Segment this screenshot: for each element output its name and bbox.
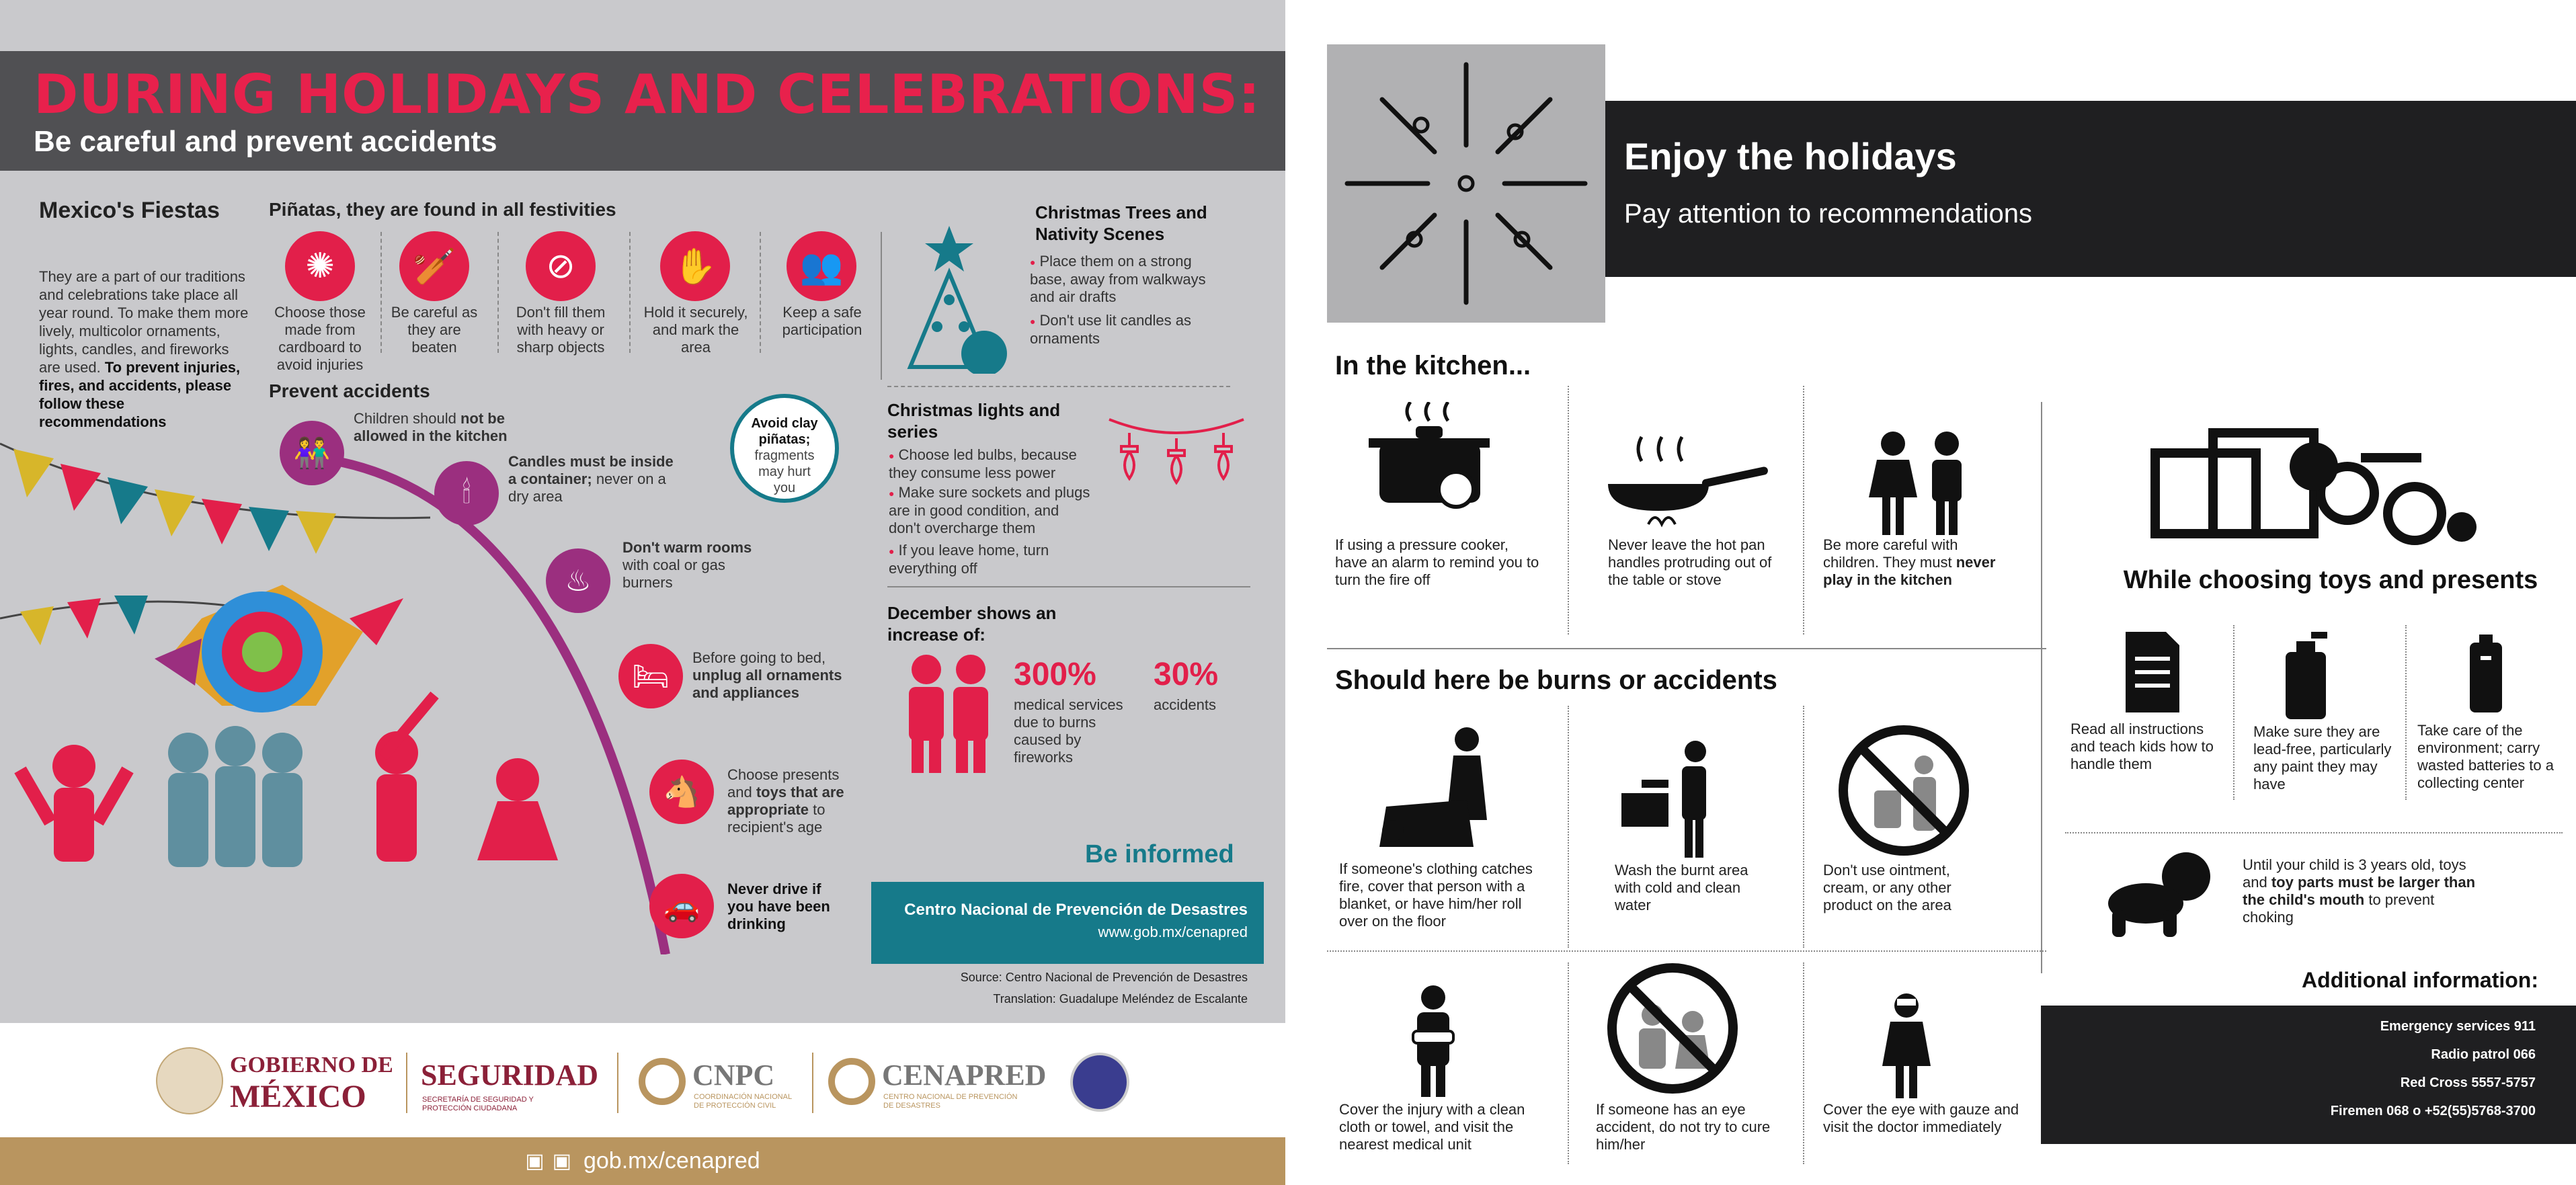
- december-title: December shows an increase of:: [887, 603, 1057, 645]
- divider: [1568, 963, 1569, 1164]
- toys-icon: [2146, 413, 2482, 547]
- info-title: Additional information:: [2302, 968, 2538, 992]
- divider: [887, 586, 1250, 587]
- pinata-tip-4: Hold it securely, and mark the area: [643, 304, 748, 356]
- divider: [1327, 648, 2046, 649]
- pinatas-title: Piñatas, they are found in all festivities: [269, 199, 616, 220]
- prevent-item-3: Don't warm rooms with coal or gas burners: [622, 539, 752, 591]
- battery-icon: [2466, 632, 2506, 712]
- logos-bar: GOBIERNO DE MÉXICO SEGURIDAD SECRETARÍA DE SEGURIDAD Y PROTECCIÓN CIUDADANA CNPC COORDINACIÓN NACIONAL DE PROTECCIÓN CIVIL CENAPRED CENTRO NACIONAL DE PREVENCIÓN DE DESASTRES: [0, 1023, 1285, 1137]
- prevent-item-6: Never drive if you have been drinking: [727, 881, 830, 932]
- divider: [1568, 706, 1569, 948]
- mexico-seal-icon: [156, 1047, 223, 1114]
- toys-title: While choosing toys and presents: [2123, 566, 2538, 594]
- divider: [1803, 706, 1804, 948]
- stat-300: 300%: [1014, 657, 1096, 692]
- kitchen-tip-3: Be more careful with children. They must never play in the kitchen: [1823, 536, 1996, 588]
- cenapred-seal-icon: [828, 1058, 875, 1105]
- no-ointment-icon: [1837, 723, 1971, 858]
- info-line-emergency: Emergency services 911: [2380, 1019, 2536, 1034]
- hold-secure-icon: ✋: [660, 231, 730, 301]
- info-line-red-cross: Red Cross 5557-5757: [2400, 1075, 2536, 1090]
- informed-box: Centro Nacional de Prevención de Desastres www.gob.mx/cenapred: [871, 882, 1264, 964]
- injured-people-icon: [898, 653, 999, 774]
- divider: [2041, 402, 2042, 973]
- info-line-firemen: Firemen 068 o +52(55)5768-3700: [2330, 1104, 2536, 1118]
- children-icon: 👫: [280, 421, 344, 485]
- lights-bullet-2: ● Make sure sockets and plugs are in good condition, and don't overcharge them: [889, 484, 1090, 537]
- divider: [1803, 386, 1804, 635]
- kitchen-tip-1: If using a pressure cooker, have an alarm to remind you to turn the fire off: [1335, 536, 1539, 588]
- lights-bullet-1: ● Choose led bulbs, because they consume less power: [889, 446, 1090, 482]
- translation-note: Translation: Guadalupe Meléndez de Escalante: [993, 992, 1248, 1006]
- cover-injury-icon: [1393, 984, 1474, 1098]
- no-eye-cure-icon: [1605, 961, 1740, 1096]
- facebook-icon[interactable]: ▣: [525, 1150, 545, 1172]
- no-drunk-driving-icon: 🚗: [649, 874, 714, 938]
- cenapred-logo: CENAPRED: [882, 1059, 1047, 1092]
- divider: [812, 1053, 813, 1113]
- lights-bullet-3: ● If you leave home, turn everything off: [889, 542, 1090, 577]
- cover-person-blanket-icon: [1373, 726, 1494, 854]
- divider: [760, 232, 761, 353]
- instructions-icon: [2119, 632, 2186, 712]
- prevent-item-2: Candles must be inside a container; never on a dry area: [508, 453, 674, 505]
- pinata-tip-2: Be careful as they are beaten: [391, 304, 478, 356]
- fiestas-body: They are a part of our traditions and celebrations take place all year round. To make them more lively, multicolor ornaments, lights, candles, and fireworks are used. To prevent injuries, fires, and accidents, please follow these recommendations: [39, 268, 249, 430]
- stick-person-icon: 🏏: [399, 231, 469, 301]
- burns-tip-1: If someone's clothing catches fire, cover that person with a blanket, or have him/her roll over on the floor: [1339, 860, 1533, 930]
- wash-burn-icon: [1615, 739, 1722, 860]
- kitchen-title: In the kitchen...: [1335, 351, 1531, 380]
- stove-icon: ♨: [546, 548, 610, 613]
- burns-title: Should here be burns or accidents: [1335, 665, 1777, 695]
- divider: [617, 1053, 618, 1113]
- burns-tip-4: Cover the injury with a clean cloth or towel, and visit the nearest medical unit: [1339, 1101, 1525, 1153]
- toys-tip-3: Take care of the environment; carry wasted batteries to a collecting center: [2417, 722, 2554, 791]
- burns-tip-2: Wash the burnt area with cold and clean water: [1615, 862, 1748, 913]
- right-subtitle: Pay attention to recommendations: [1624, 199, 2033, 229]
- prevent-title: Prevent accidents: [269, 380, 430, 401]
- trees-bullet-1: ● Place them on a strong base, away from walkways and air drafts: [1030, 253, 1232, 306]
- divider: [1568, 386, 1569, 635]
- kitchen-tip-2: Never leave the hot pan handles protruding out of the table or stove: [1608, 536, 1772, 588]
- source-note: Source: Centro Nacional de Prevención de Desastres: [960, 971, 1248, 984]
- christmas-lights-icon: [1102, 406, 1250, 493]
- burns-tip-5: If someone has an eye accident, do not try to cure him/her: [1596, 1101, 1771, 1153]
- be-informed-title: Be informed: [1085, 840, 1234, 868]
- left-header-banner: [0, 51, 1285, 171]
- info-box: [2041, 1006, 2576, 1144]
- burns-tip-6: Cover the eye with gauze and visit the doctor immediately: [1823, 1101, 2019, 1135]
- right-title: Enjoy the holidays: [1624, 135, 1957, 177]
- fiestas-title: Mexico's Fiestas: [39, 198, 220, 223]
- divider: [406, 1053, 407, 1113]
- divider: [497, 232, 499, 353]
- left-panel: [0, 0, 1285, 1185]
- trees-bullet-2: ● Don't use lit candles as ornaments: [1030, 312, 1232, 348]
- cenapred-link[interactable]: www.gob.mx/cenapred: [1098, 924, 1248, 940]
- civil-protection-seal-icon: [1070, 1053, 1129, 1112]
- seguridad-logo: SEGURIDAD: [421, 1059, 599, 1092]
- toys-baby-tip: Until your child is 3 years old, toys and toy parts must be larger than the child's mouth to prevent choking: [2243, 856, 2476, 926]
- bed-icon: 🛏: [618, 644, 683, 708]
- divider: [1803, 963, 1804, 1164]
- pinata-icon: ✺: [285, 231, 355, 301]
- eye-gauze-icon: [1866, 992, 1947, 1100]
- pinata-tip-5: Keep a safe participation: [782, 304, 862, 338]
- gobierno-logo-a: GOBIERNO DE: [230, 1053, 393, 1077]
- toys-tip-2: Make sure they are lead-free, particularly any paint they may have: [2253, 723, 2392, 792]
- footer-bar: [0, 1137, 1285, 1185]
- firework-icon: [1327, 44, 1605, 323]
- clay-pinata-badge: Avoid clay piñatas; fragments may hurt you: [730, 394, 839, 503]
- baby-crawling-icon: [2099, 850, 2213, 937]
- trees-title: Christmas Trees and Nativity Scenes: [1035, 202, 1207, 244]
- burns-tip-3: Don't use ointment, cream, or any other product on the area: [1823, 862, 1951, 913]
- participants-icon: 👥: [787, 231, 856, 301]
- prevent-item-1: Children should not be allowed in the kitchen: [354, 410, 508, 444]
- cnpc-logo: CNPC: [692, 1059, 775, 1092]
- gobierno-logo-b: MÉXICO: [230, 1079, 366, 1114]
- stat-300-label: medical services due to burns caused by fireworks: [1014, 696, 1123, 766]
- divider: [881, 232, 882, 380]
- christmas-tree-icon: [897, 226, 1011, 374]
- divider: [2405, 625, 2407, 800]
- stat-30-label: accidents: [1154, 696, 1216, 713]
- spray-paint-icon: [2279, 632, 2333, 719]
- stat-30: 30%: [1154, 657, 1219, 692]
- pinata-tip-1: Choose those made from cardboard to avoid injuries: [274, 304, 366, 373]
- info-line-radio-patrol: Radio patrol 066: [2431, 1047, 2536, 1062]
- footer-link[interactable]: gob.mx/cenapred: [583, 1148, 760, 1174]
- lights-title: Christmas lights and series: [887, 400, 1061, 442]
- cnpc-seal-icon: [639, 1058, 686, 1105]
- divider: [2233, 625, 2235, 800]
- prevent-item-5: Choose presents and toys that are appropriate to recipient's age: [727, 766, 844, 835]
- no-heavy-objects-icon: ⊘: [526, 231, 596, 301]
- twitter-icon[interactable]: ▣: [552, 1150, 571, 1172]
- prevent-item-4: Before going to bed, unplug all ornaments and appliances: [692, 649, 842, 701]
- page-subtitle: Be careful and prevent accidents: [34, 125, 497, 158]
- pinata-tip-3: Don't fill them with heavy or sharp objects: [516, 304, 606, 356]
- toys-tip-1: Read all instructions and teach kids how to handle them: [2070, 721, 2214, 772]
- firework-box: [1327, 44, 1605, 323]
- pressure-cooker-icon: [1369, 402, 1490, 523]
- divider: [1327, 950, 2046, 952]
- children-icon: [1859, 430, 1980, 538]
- candles-icon: 🕯: [434, 461, 499, 526]
- divider: [629, 232, 631, 353]
- divider: [2065, 832, 2563, 833]
- rocking-horse-icon: 🐴: [649, 760, 714, 824]
- divider: [380, 232, 382, 353]
- hot-pan-icon: [1601, 430, 1769, 531]
- right-panel: [1285, 0, 2576, 1185]
- divider: [887, 386, 1230, 387]
- page-title: DURING HOLIDAYS AND CELEBRATIONS:: [34, 63, 1261, 126]
